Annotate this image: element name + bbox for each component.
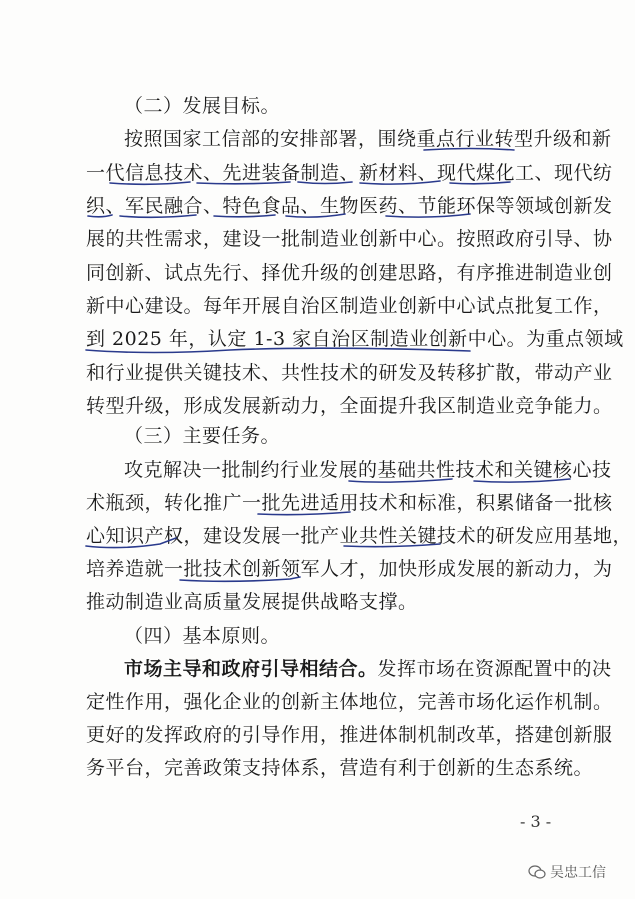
- section-2-heading: （二）发展目标。: [124, 95, 281, 117]
- section-4-heading: （四）基本原则。: [124, 625, 281, 647]
- wechat-icon: [528, 865, 546, 879]
- principle-title: 市场主导和政府引导相结合。: [124, 658, 378, 680]
- section-3-heading: （三）主要任务。: [124, 425, 281, 447]
- paragraph-line: 攻克解决一批制约行业发展的基础共性技术和关键核心技: [124, 459, 612, 481]
- paragraph-line: 展的共性需求，建设一批制造业创新中心。按照政府引导、协: [86, 228, 613, 250]
- paragraph-line: 新中心建设。每年开展自治区制造业创新中心试点批复工作，: [86, 295, 613, 317]
- paragraph-line: 推动制造业高质量发展提供战略支撑。: [86, 591, 418, 613]
- paragraph-line: 同创新、试点先行、择优升级的创建思路，有序推进制造业创: [86, 262, 613, 284]
- paragraph-line: 织、军民融合、特色食品、生物医药、节能环保等领域创新发: [86, 195, 613, 217]
- wechat-watermark: [528, 862, 606, 882]
- paragraph-line: 更好的发挥政府的引导作用，推进体制机制改革，搭建创新服: [86, 724, 613, 746]
- paragraph-line: 转型升级，形成发展新动力，全面提升我区制造业竞争能力。: [86, 395, 613, 417]
- paragraph-line: 按照国家工信部的安排部署，围绕重点行业转型升级和新: [124, 128, 612, 150]
- principle-text: 发挥市场在资源配置中的决: [377, 658, 612, 680]
- paragraph-line: 到 2025 年，认定 1-3 家自治区制造业创新中心。为重点领域: [86, 328, 624, 350]
- paragraph-line: 定性作用，强化企业的创新主体地位，完善市场化运作机制。: [86, 691, 613, 713]
- paragraph-line: 一代信息技术、先进装备制造、新材料、现代煤化工、现代纺: [86, 162, 613, 184]
- paragraph-line: 和行业提供关键技术、共性技术的研发及转移扩散，带动产业: [86, 362, 613, 384]
- watermark-text: 吴忠工信: [550, 865, 606, 881]
- paragraph-line: 心知识产权，建设发展一批产业共性关键技术的研发应用基地，: [86, 525, 633, 547]
- paragraph-line: [124, 657, 612, 681]
- page-number: - 3 -: [520, 812, 552, 831]
- paragraph-line: 术瓶颈，转化推广一批先进适用技术和标准，积累储备一批核: [86, 492, 613, 514]
- paragraph-line: 培养造就一批技术创新领军人才，加快形成发展的新动力，为: [86, 558, 613, 580]
- paragraph-line: 务平台，完善政策支持体系，营造有利于创新的生态系统。: [86, 757, 594, 779]
